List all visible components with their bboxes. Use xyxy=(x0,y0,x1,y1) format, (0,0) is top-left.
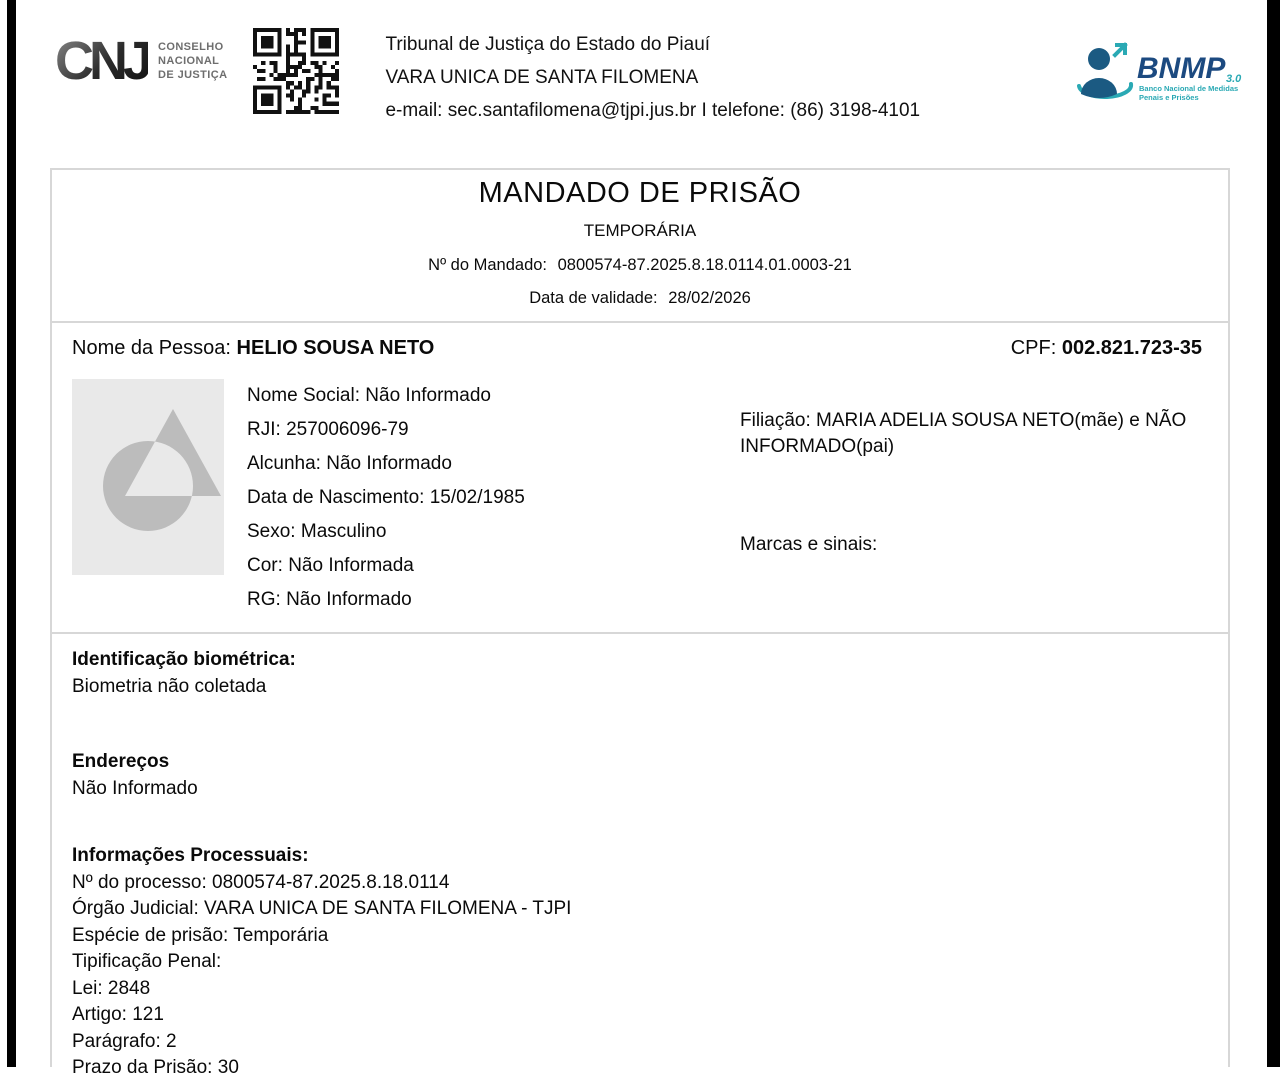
field-value: Não Informado xyxy=(365,385,491,406)
person-right-column xyxy=(740,408,1202,617)
cnj-org-line1: CONSELHO xyxy=(158,40,224,53)
warrant-title: MANDADO DE PRISÃO xyxy=(478,177,802,209)
field-value: Masculino xyxy=(300,521,387,542)
person-name xyxy=(72,337,434,360)
cnj-org-line2: NACIONAL xyxy=(158,54,220,67)
left-edge-bar xyxy=(7,0,16,1067)
field-value: 2848 xyxy=(107,977,151,999)
process-tipificacao xyxy=(72,949,1202,976)
right-edge-bar xyxy=(1267,0,1280,1067)
field-label: Alcunha: xyxy=(247,453,321,474)
cnj-acronym: CNJ xyxy=(55,31,149,91)
addresses-value: Não Informado xyxy=(72,777,198,799)
process-paragrafo xyxy=(72,1029,1202,1056)
warrant-number xyxy=(52,256,1228,275)
cnj-org-line3: DE JUSTIÇA xyxy=(158,69,228,82)
bnmp-subtitle-1: Banco Nacional de Medidas xyxy=(1139,84,1239,93)
addresses-title: Endereços xyxy=(72,751,170,772)
warrant-validity-label: Data de validade: xyxy=(529,289,658,307)
field-value: 0800574-87.2025.8.18.0114 xyxy=(212,871,450,893)
bnmp-logo xyxy=(1073,42,1245,111)
warrant-subtitle: TEMPORÁRIA xyxy=(583,221,697,240)
person-body xyxy=(72,379,1202,617)
cnj-org-name xyxy=(158,40,227,83)
qr-code xyxy=(253,28,339,114)
field-label: Nº do processo: xyxy=(72,871,207,893)
process-prazo xyxy=(72,1055,1202,1082)
process-numero xyxy=(72,870,1202,897)
field-label: Nome Social: xyxy=(247,385,360,406)
court-name: Tribunal de Justiça do Estado do Piauí xyxy=(385,34,711,55)
field-value: 121 xyxy=(132,1004,164,1025)
warrant-document xyxy=(50,168,1230,1078)
field-cor xyxy=(247,549,525,583)
person-cpf-label: CPF: xyxy=(1010,337,1057,359)
field-label: Lei: xyxy=(72,977,103,999)
process-title: Informações Processuais: xyxy=(72,845,309,866)
image-placeholder-icon xyxy=(72,379,224,575)
court-contact: e-mail: sec.santafilomena@tjpi.jus.br I telefone: (86) 3198-4101 xyxy=(385,100,921,121)
field-label: Cor: xyxy=(247,555,283,576)
field-value: Temporária xyxy=(233,924,329,946)
person-cpf xyxy=(1011,337,1202,360)
bnmp-version: 3.0 xyxy=(1226,73,1242,85)
field-nascimento xyxy=(247,481,525,515)
field-rji xyxy=(247,413,525,447)
field-value: 257006096-79 xyxy=(286,419,409,440)
field-label: Órgão Judicial: xyxy=(72,898,199,919)
person-photo-placeholder xyxy=(72,379,224,575)
person-marcas: Marcas e sinais: xyxy=(740,534,878,555)
warrant-number-label: Nº do Mandado: xyxy=(428,256,548,274)
field-label: RJI: xyxy=(247,419,281,440)
field-nome-social xyxy=(247,379,525,413)
field-label: Tipificação Penal: xyxy=(72,951,222,972)
cnj-logo xyxy=(55,31,228,91)
field-value: 30 xyxy=(217,1057,239,1078)
warrant-validity xyxy=(52,289,1228,308)
field-value: Não Informado xyxy=(286,589,412,610)
warrant-title-section xyxy=(52,170,1228,323)
person-cpf-value: 002.821.723-35 xyxy=(1061,337,1202,359)
field-label: Parágrafo: xyxy=(72,1030,161,1052)
person-name-row xyxy=(72,337,1202,360)
warrant-number-value: 0800574-87.2025.8.18.0114.01.0003-21 xyxy=(557,256,852,274)
bnmp-wordmark: BNMP xyxy=(1137,52,1226,85)
court-info xyxy=(385,28,985,127)
person-fields xyxy=(247,379,525,617)
field-label: RG: xyxy=(247,589,281,610)
field-value: Não Informado xyxy=(326,453,452,474)
document-header xyxy=(0,0,1280,160)
bnmp-subtitle-2: Penais e Prisões xyxy=(1139,93,1199,102)
field-label: Artigo: xyxy=(72,1004,127,1025)
biometrics-value: Biometria não coletada xyxy=(72,675,267,697)
field-value: 2 xyxy=(166,1030,177,1052)
process-orgao xyxy=(72,896,1202,923)
field-label: Espécie de prisão: xyxy=(72,924,229,946)
process-artigo xyxy=(72,1002,1202,1029)
field-value: VARA UNICA DE SANTA FILOMENA - TJPI xyxy=(204,898,572,919)
biometrics-title: Identificação biométrica: xyxy=(72,649,296,670)
process-especie xyxy=(72,923,1202,950)
field-rg xyxy=(247,583,525,617)
field-label: Sexo: xyxy=(247,521,296,542)
person-name-label: Nome da Pessoa: xyxy=(72,337,231,359)
process-lei xyxy=(72,976,1202,1003)
person-section xyxy=(52,323,1228,634)
warrant-validity-value: 28/02/2026 xyxy=(668,289,751,307)
field-value: Não Informada xyxy=(288,555,414,576)
bottom-section xyxy=(52,634,1228,1082)
field-value: 15/02/1985 xyxy=(429,487,525,508)
field-sexo xyxy=(247,515,525,549)
court-unit: VARA UNICA DE SANTA FILOMENA xyxy=(385,67,699,88)
person-filiacao: Filiação: MARIA ADELIA SOUSA NETO(mãe) e NÃO INFORMADO(pai) xyxy=(740,410,1187,457)
bnmp-logo-graphic xyxy=(1073,42,1245,106)
person-name-value: HELIO SOUSA NETO xyxy=(236,337,435,359)
field-label: Prazo da Prisão: xyxy=(72,1057,213,1078)
field-alcunha xyxy=(247,447,525,481)
field-label: Data de Nascimento: xyxy=(247,487,425,508)
